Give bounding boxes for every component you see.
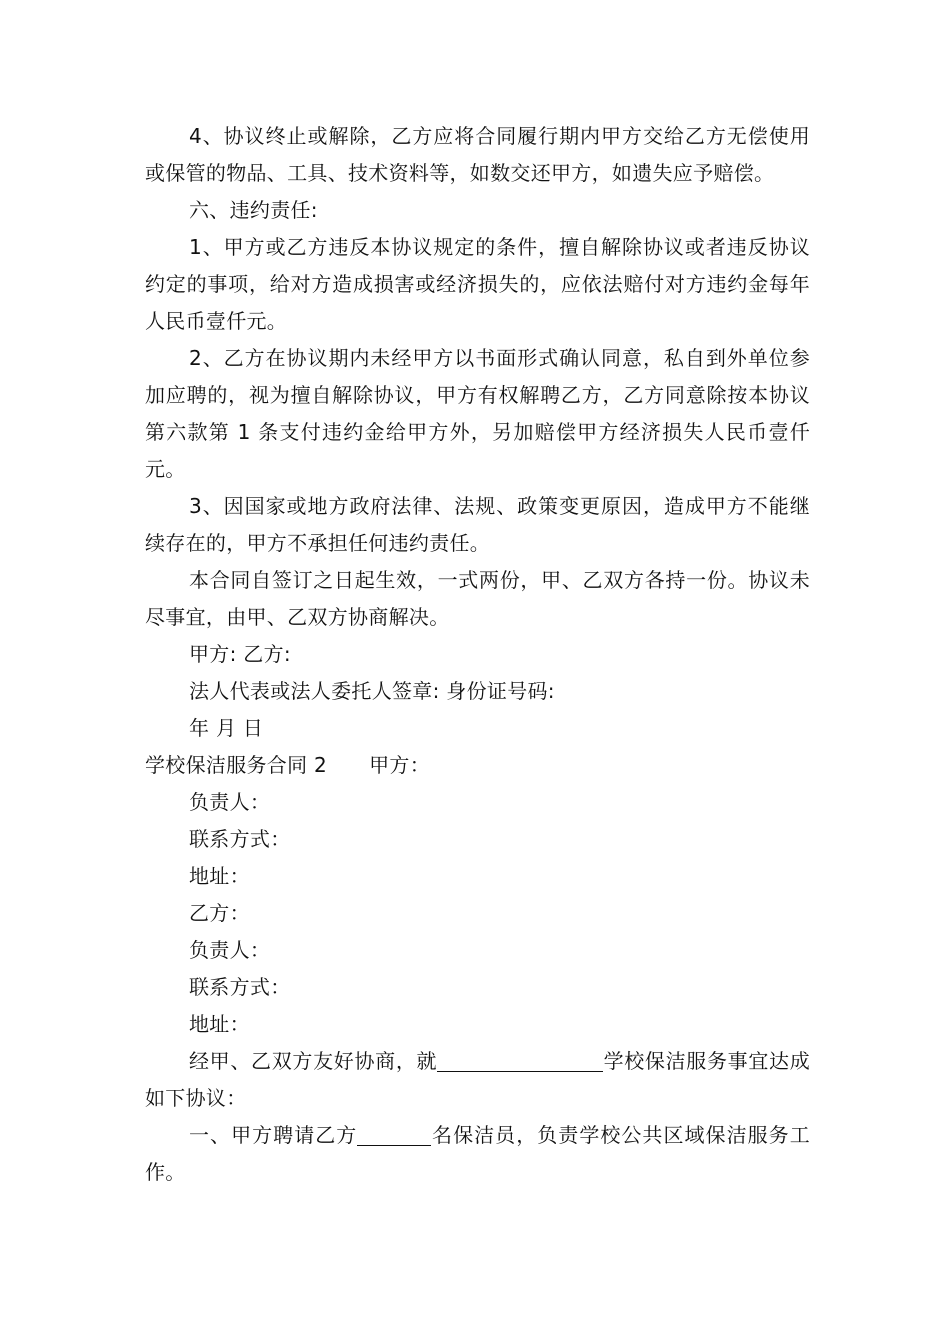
clause-1-pre: 一、甲方聘请乙方: [189, 1123, 358, 1147]
paragraph-liability-3: 3、因国家或地方政府法律、法规、政策变更原因，造成甲方不能继续存在的，甲方不承担任何违约责任。: [145, 494, 810, 555]
section-heading-liability: 六、违约责任:: [189, 198, 318, 222]
contract-title-line: [145, 747, 810, 784]
signature-parties: 甲方: 乙方:: [189, 642, 291, 666]
paragraph-clause-1: [145, 1117, 810, 1191]
contract-title: 学校保洁服务合同 2: [145, 753, 328, 777]
party-b-head: 负责人：: [189, 938, 271, 962]
party-b-address: 地址：: [189, 1012, 250, 1036]
party-b-label: 乙方：: [189, 901, 250, 925]
paragraph-effective: 本合同自签订之日起生效，一式两份，甲、乙双方各持一份。协议未尽事宜，由甲、乙双方协商解决。: [145, 568, 810, 629]
document-body: [145, 118, 810, 1191]
party-b-contact: 联系方式：: [189, 975, 291, 999]
party-a-address: 地址：: [189, 864, 250, 888]
paragraph-agreement-intro: [145, 1043, 810, 1117]
party-a-contact: 联系方式：: [189, 827, 291, 851]
signature-representative: 法人代表或法人委托人签章: 身份证号码:: [189, 679, 555, 703]
party-a-head: 负责人：: [189, 790, 271, 814]
clause-1-post: 名保洁员，负责学校公共区域保洁服务工作。: [145, 1123, 810, 1184]
school-name-blank: [437, 1047, 603, 1072]
signature-date: 年 月 日: [189, 716, 264, 740]
paragraph-termination-return: 4、协议终止或解除，乙方应将合同履行期内甲方交给乙方无偿使用或保管的物品、工具、技术资料等，如数交还甲方，如遗失应予赔偿。: [145, 124, 810, 185]
cleaner-count-blank: [357, 1121, 431, 1146]
party-a-label: 甲方：: [369, 753, 430, 777]
agreement-intro-pre: 经甲、乙双方友好协商，就: [189, 1049, 438, 1073]
paragraph-liability-2: 2、乙方在协议期内未经甲方以书面形式确认同意，私自到外单位参加应聘的，视为擅自解除协议，甲方有权解聘乙方，乙方同意除按本协议第六款第 1 条支付违约金给甲方外，另加赔偿甲方经济损失人民币壹仟元。: [145, 346, 810, 481]
paragraph-liability-1: 1、甲方或乙方违反本协议规定的条件，擅自解除协议或者违反协议约定的事项，给对方造成损害或经济损失的，应依法赔付对方违约金每年人民币壹仟元。: [145, 235, 810, 333]
agreement-intro-post: 学校保洁服务事宜达成如下协议：: [145, 1049, 811, 1110]
